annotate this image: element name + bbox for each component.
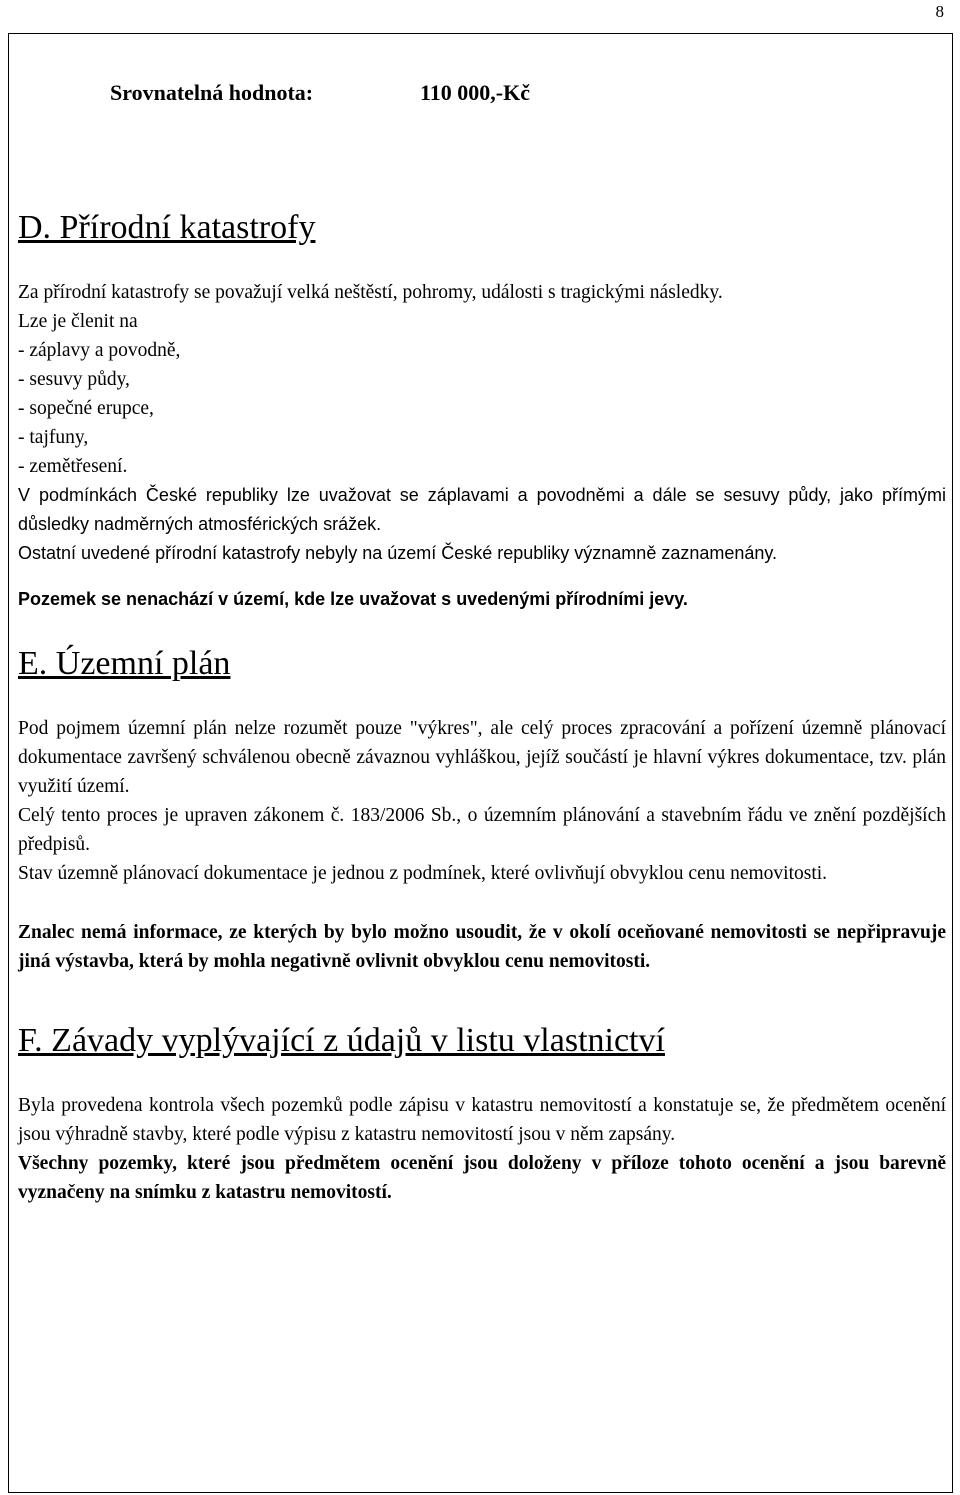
section-f-text [18,1091,946,1207]
list-item: - zemětřesení. [18,456,128,477]
section-d-intro: Za přírodní katastrofy se považují velká neštěstí, pohromy, události s tragickými následky. [18,282,723,303]
section-d-paragraph-2: Ostatní uvedené přírodní katastrofy nebyly na území České republiky významně zaznamenány. [18,543,778,563]
section-d-intro-block [18,278,946,481]
valuation-label: Srovnatelná hodnota: [110,80,314,105]
list-item: - tajfuny, [18,427,89,448]
section-e-paragraph-3: Stav územně plánovací dokumentace je jednou z podmínek, které ovlivňují obvyklou cenu nemovitosti. [18,863,828,884]
valuation-value: 110 000,-Kč [420,80,530,105]
list-item: - sopečné erupce, [18,398,154,419]
section-f-paragraph-1: Byla provedena kontrola všech pozemků podle zápisu v katastru nemovitostí a konstatuje se, že předmětem ocenění jsou výhradně stavby, které podle výpisu z katastru nemovitostí jsou v něm zapsány. [18,1095,946,1145]
section-d-paragraph-1: V podmínkách České republiky lze uvažovat se záplavami a povodněmi a dále se sesuvy půdy, jako přímými důsledky nadměrných atmosférických srážek. [18,485,946,534]
section-f-conclusion: Všechny pozemky, které jsou předmětem ocenění jsou doloženy v příloze tohoto ocenění a jsou barevně vyznačeny na snímku z katastru nemovitostí. [18,1153,946,1203]
valuation-row [110,78,946,107]
section-e-heading: E. Územní plán [18,645,231,682]
section-e-conclusion: Znalec nemá informace, ze kterých by bylo možno usoudit, že v okolí oceňované nemovitosti se nepřipravuje jiná výstavba, která by mohla negativně ovlivnit obvyklou cenu nemovitosti. [18,922,946,972]
section-d-conclusion: Pozemek se nenachází v území, kde lze uvažovat s uvedenými přírodními jevy. [18,589,688,609]
section-e-text [18,714,946,888]
section-e-paragraph-2: Celý tento proces je upraven zákonem č. 183/2006 Sb., o územním plánování a stavebním řádu ve znění pozdějších předpisů. [18,805,946,855]
section-d-heading: D. Přírodní katastrofy [18,209,316,246]
list-item: - záplavy a povodně, [18,340,181,361]
section-d-list-intro: Lze je členit na [18,311,138,332]
document-body [18,60,946,1207]
section-f-heading: F. Závady vyplývající z údajů v listu vlastnictví [18,1022,665,1059]
list-item: - sesuvy půdy, [18,369,130,390]
page-number: 8 [935,2,944,21]
section-e-paragraph-1: Pod pojmem územní plán nelze rozumět pouze "výkres", ale celý proces zpracování a pořízení územně plánovací dokumentace završený schválenou obecně závaznou vyhláškou, jejíž součástí je hlavní výkres dokumentace, tzv. plán využití území. [18,718,946,797]
